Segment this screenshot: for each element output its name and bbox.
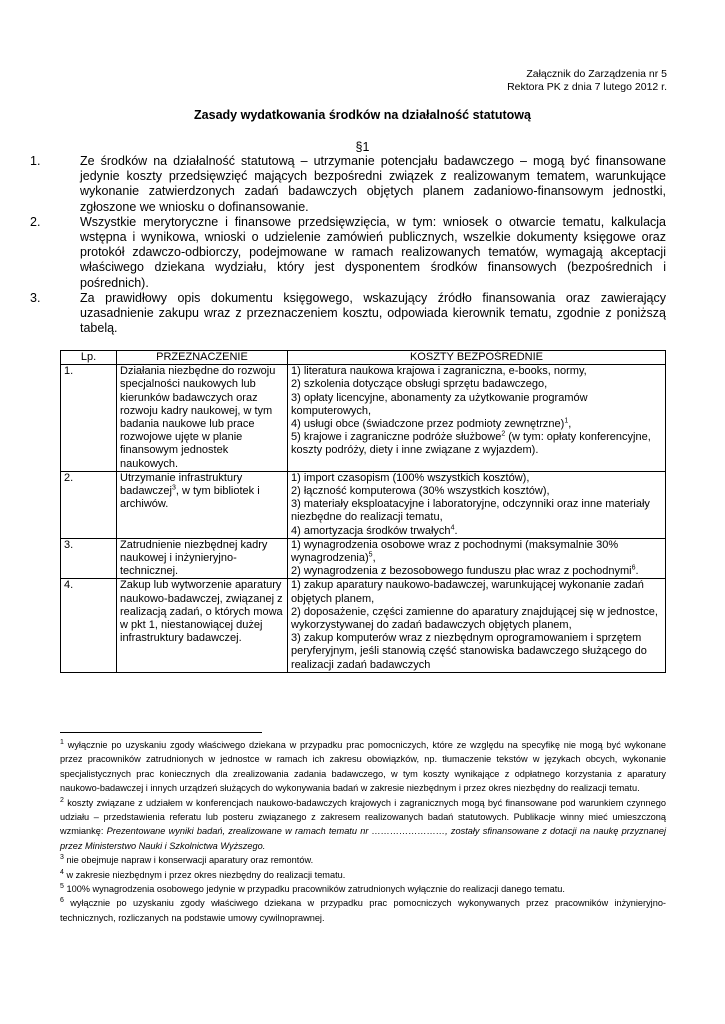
list-item xyxy=(30,154,666,215)
footnote-text: wyłącznie po uzyskaniu zgody właściwego dziekana w przypadku prac pomocniczych wykonywanych przez pracowników inżynieryjno-technicznych, rozliczanych na podstawie umowy cywilnoprawnej. xyxy=(60,898,666,923)
footnote xyxy=(60,738,666,796)
footnote-ref: 1 xyxy=(564,417,569,425)
footnote-quote: Prezentowane wyniki badań, zrealizowane w ramach tematu nr ……………………, zostały sfinansowane z dotacji na naukę przyznanej przez Ministerstwo Nauki i Szkolnictwa Wyższego. xyxy=(60,826,667,851)
list-text: Za prawidłowy opis dokumentu księgowego, wskazujący źródło finansowania oraz zawierający uzasadnienie zakupu wraz z przeznaczeniem kosztu, odpowiada kierownik tematu, zgodnie z poniższą tabelą. xyxy=(80,290,666,336)
numbered-list xyxy=(30,154,666,336)
list-item xyxy=(30,291,666,337)
footnote xyxy=(60,882,666,896)
cost-item xyxy=(291,632,662,672)
header-costs: KOSZTY BEZPOŚREDNIE xyxy=(288,351,666,365)
list-text: Ze środków na działalność statutową – utrzymanie potencjału badawczego – mogą być finansowane jedynie koszty przedsięwzięć mających bezpośredni związek z realizowanym tematem, warunkujące wykonanie zatwierdzonych zadań badawczych objętych planem zadaniowo-finansowym jednostki, zgłoszone we wniosku o dofinansowanie. xyxy=(80,154,666,214)
list-number: 2. xyxy=(30,214,41,229)
row-purpose xyxy=(117,471,288,538)
cost-item xyxy=(291,365,662,378)
paragraph-mark: §1 xyxy=(355,140,370,154)
cost-item xyxy=(291,485,662,498)
purpose-text: Zatrudnienie niezbędnej kadry naukowej i inżynieryjno-technicznej. xyxy=(120,538,268,578)
row-costs xyxy=(288,365,666,472)
header-purpose: PRZEZNACZENIE xyxy=(117,351,288,365)
header-line-1: Załącznik do Zarządzenia nr 5 xyxy=(526,68,667,80)
cost-item xyxy=(291,418,662,431)
cost-text: 2) łączność komputerowa (30% wszystkich kosztów), xyxy=(291,485,550,498)
table-row xyxy=(61,471,666,538)
list-text: Wszystkie merytoryczne i finansowe przedsięwzięcia, w tym: wniosek o otwarcie tematu, kalkulacja wstępna i wynikowa, wnioski o udzielenie zamówień publicznych, wszelkie dokumenty księgowe oraz protokół zdawczo-odbiorczy, podejmowane w ramach realizowanych tematów, wymagają akceptacji właściwego dziekana wydziału, który jest dysponentem środków finansowych (bezpośrednich i pośrednich). xyxy=(80,214,666,290)
footnote-number: 5 xyxy=(60,883,64,890)
footnote-text: wyłącznie po uzyskaniu zgody właściwego dziekana w przypadku prac pomocniczych, które ze względu na specyfikę nie mogą być wykonane przez pracowników zatrudnionych w jednostce w ramach ich zakresu obowiązków, np. tłumaczenie tekstów w językach obcych, wykonanie specjalistycznych prac koniecznych dla zrealizowania zadania badawczego, w tym koszty wynikające z odpłatnego korzystania z aparatury naukowo-badawczej i innych urządzeń służących do wykonywania badań w zakresie niezbędnym i przez okres niezbędny do realizacji tematu. xyxy=(60,740,666,794)
row-costs xyxy=(288,579,666,672)
cost-item xyxy=(291,392,662,418)
cost-text-after: . xyxy=(635,565,639,578)
row-number: 4. xyxy=(61,579,117,672)
purpose-text: Utrzymanie infrastruktury badawczej xyxy=(120,471,243,498)
header-lp: Lp. xyxy=(61,351,117,365)
footnote-ref: 5 xyxy=(368,551,373,559)
footnote-number: 2 xyxy=(60,796,64,804)
row-purpose xyxy=(117,365,288,472)
footnote-number: 6 xyxy=(60,897,64,905)
table-row xyxy=(61,538,666,579)
footnote-text: w zakresie niezbędnym i przez okres niezbędny do realizacji tematu. xyxy=(66,869,346,880)
cost-text: 1) import czasopism (100% wszystkich kosztów), xyxy=(291,471,530,484)
footnote xyxy=(60,868,666,882)
row-purpose xyxy=(117,579,288,672)
cost-item xyxy=(291,579,662,605)
footnote xyxy=(60,896,666,925)
cost-item xyxy=(291,378,662,391)
table-header-row xyxy=(61,351,666,365)
cost-text: 2) szkolenia dotyczące obsługi sprzętu badawczego, xyxy=(291,378,548,391)
cost-text: 3) opłaty licencyjne, abonamenty za użytkowanie programów komputerowych, xyxy=(291,391,588,417)
footnote-ref: 3 xyxy=(171,484,176,492)
cost-item xyxy=(291,431,662,457)
footnote-text: koszty związane z udziałem w konferencjach naukowo-badawczych krajowych i zagranicznych mogą być finansowane pod warunkiem czynnego udziału – przedstawienia referatu lub posteru związanego z zakresem realizowanych badań statutowych. Publikacje winny mieć umieszczoną wzmiankę: xyxy=(60,797,666,837)
costs-table xyxy=(60,350,666,673)
row-number: 1. xyxy=(61,365,117,472)
cost-text: 4) amortyzacja środków trwałych xyxy=(291,524,451,537)
attachment-header xyxy=(507,68,667,94)
cost-item xyxy=(291,565,662,578)
cost-text-after: (w tym: opłaty konferencyjne, koszty podróży, diety i inne związane z wyjazdem). xyxy=(291,431,651,457)
cost-text-after: . xyxy=(454,524,458,537)
list-number: 1. xyxy=(30,154,41,168)
row-costs xyxy=(288,538,666,579)
table-row xyxy=(61,365,666,472)
footnote-text: 100% wynagrodzenia osobowego jedynie w przypadku pracowników zatrudnionych wyłącznie do realizacji danego tematu. xyxy=(66,884,565,895)
footnote xyxy=(60,853,666,867)
cost-text: 3) zakup komputerów wraz z niezbędnym oprogramowaniem i sprzętem peryferyjnym, jeśli stanowią część stanowiska badawczego służącego do realizacji zadań badawczych xyxy=(291,632,647,671)
header-line-2: Rektora PK z dnia 7 lutego 2012 r. xyxy=(507,81,667,93)
footnote-ref: 4 xyxy=(450,523,455,531)
footnote-ref: 2 xyxy=(501,430,506,438)
cost-item xyxy=(291,606,662,632)
cost-text: 1) zakup aparatury naukowo-badawczej, warunkującej wykonanie zadań objętych planem, xyxy=(291,579,644,605)
cost-text: 5) krajowe i zagraniczne podróże służbowe xyxy=(291,431,502,444)
table-row xyxy=(61,579,666,672)
cost-item xyxy=(291,525,662,538)
footnote-number: 1 xyxy=(60,738,64,746)
row-number: 3. xyxy=(61,538,117,579)
footnote-number: 4 xyxy=(60,868,64,876)
row-costs xyxy=(288,471,666,538)
cost-text: 2) doposażenie, części zamienne do aparatury znajdującej się w jednostce, wykorzystywanej do zadań badawczych objętych planem, xyxy=(291,605,658,632)
cost-text: 2) wynagrodzenia z bezosobowego funduszu płac wraz z pochodnymi xyxy=(291,565,632,578)
purpose-text: , w tym bibliotek i archiwów. xyxy=(120,485,260,511)
cost-item xyxy=(291,472,662,485)
footnote-text: nie obejmuje napraw i konserwacji aparatury oraz remontów. xyxy=(66,855,314,866)
row-purpose xyxy=(117,538,288,579)
list-number: 3. xyxy=(30,290,41,305)
cost-text: 4) usługi obce (świadczone przez podmioty zewnętrzne) xyxy=(291,418,565,431)
cost-text: 1) wynagrodzenia osobowe wraz z pochodnymi (maksymalnie 30% wynagrodzenia) xyxy=(291,538,619,565)
cost-text-after: , xyxy=(568,418,572,431)
purpose-text: Zakup lub wytworzenie aparatury naukowo-badawczej, związanej z realizacją zadań, o których mowa w pkt 1, niestanowiącej dużej infrastruktury badawczej. xyxy=(120,579,283,645)
document-title: Zasady wydatkowania środków na działalność statutową xyxy=(194,108,531,122)
cost-text: 1) literatura naukowa krajowa i zagraniczna, e-books, normy, xyxy=(291,365,587,378)
table-body xyxy=(61,365,666,673)
cost-item xyxy=(291,539,662,565)
cost-text: 3) materiały eksploatacyjne i laboratoryjne, odczynniki oraz inne materiały niezbędne do realizacji tematu, xyxy=(291,498,650,524)
list-item xyxy=(30,215,666,291)
footnote-number: 3 xyxy=(60,854,64,862)
cost-text-after: , xyxy=(372,552,376,565)
footnote-separator xyxy=(60,732,262,733)
footnote xyxy=(60,796,666,854)
footnote-ref: 6 xyxy=(631,564,636,572)
purpose-text: Działania niezbędne do rozwoju specjalności naukowych lub kierunków badawczych oraz rozwoju kadry naukowej, w tym badania naukowe lub prace rozwojowe ujęte w planie finansowym jednostek naukowych. xyxy=(120,365,276,470)
footnotes xyxy=(60,738,666,925)
row-number: 2. xyxy=(61,471,117,538)
cost-item xyxy=(291,498,662,524)
